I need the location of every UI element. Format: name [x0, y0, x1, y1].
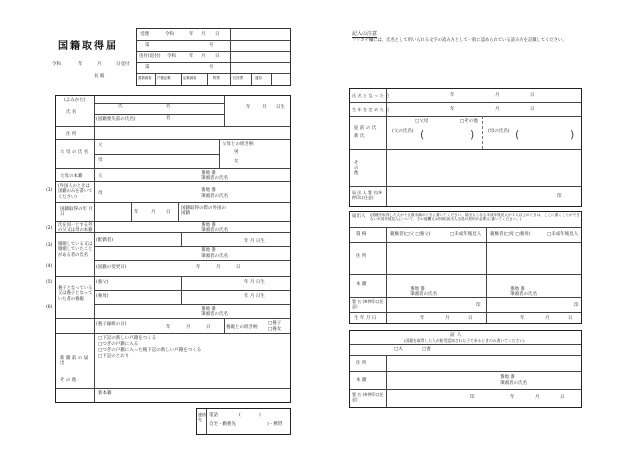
witness-table: [349, 330, 582, 408]
adoption-year: 年: [166, 325, 171, 330]
section-mark-1: (1): [46, 188, 53, 193]
field-2-day: 日: [530, 107, 535, 112]
new-koseki-label: 新 籍 前 の 届 出: [60, 356, 89, 366]
witness-address-label: 住 所: [356, 361, 367, 366]
koseki-head-5: 筆頭者の氏名: [201, 312, 228, 317]
field-label-2: 生 年 を 定 め た 日: [352, 107, 390, 112]
new-surname-label: 新 氏: [354, 134, 365, 139]
furigana-label: (よみかた): [64, 98, 86, 103]
acq-year: 年: [134, 210, 139, 215]
name-label: 氏 名: [66, 110, 77, 115]
date-month: 月: [97, 62, 102, 67]
qualification-a2[interactable]: □未成年後見人: [450, 232, 482, 237]
section-mark-4: (4): [46, 264, 53, 269]
father-label: 父: [98, 143, 103, 148]
bango-3: 番地 番: [201, 223, 216, 228]
witness-head: 筆頭者の氏名: [500, 381, 527, 386]
paren-close-1: ): [470, 128, 475, 141]
bango-4: 番地 番: [201, 248, 216, 253]
guardian-a-day: 日: [468, 316, 473, 321]
receipt-no-suffix: 号: [209, 43, 214, 48]
birth-day: 日生: [276, 105, 285, 110]
nat-month: 月: [216, 265, 221, 270]
adoptive-mother-birth: 年 月 日生: [244, 294, 265, 299]
witness-note: (国籍を取得した人が胎児認知された子であるときのみ書いてください): [404, 338, 525, 343]
adopted-son-check[interactable]: □養子: [268, 321, 282, 326]
contact-mobile: )・携帯: [267, 422, 283, 427]
koseki-option-4[interactable]: □下記のとおり: [98, 354, 130, 359]
birth-month: 月: [262, 105, 267, 110]
send-no-suffix: 号: [209, 65, 214, 70]
parents-koseki-mother: 母: [98, 191, 103, 196]
bango-2: 番地 番: [201, 188, 216, 193]
spouse-birth: 年 月 日生: [244, 239, 265, 244]
adoption-date-label: (養子縁組の日): [96, 322, 127, 327]
send-era: 令和: [167, 54, 176, 59]
witness-male-check[interactable]: □夫: [394, 347, 403, 352]
witness-title: 証 人: [450, 332, 462, 338]
address-label: 住 所: [66, 132, 77, 137]
paren-open-2: (: [515, 128, 520, 141]
receipt-box: [136, 28, 291, 86]
nat-day: 日: [236, 265, 241, 270]
other-label: そ の 他: [60, 378, 77, 383]
witness-month: 月: [535, 395, 540, 400]
adoptive-mother: (養母): [96, 294, 109, 299]
adoption-status: 養親との続き柄: [226, 325, 258, 330]
guardian-head-a: 筆頭者の氏名: [410, 292, 437, 297]
contact-box: [196, 408, 291, 435]
witness-female-check[interactable]: □妻: [422, 347, 431, 352]
field-1-year: 年: [450, 93, 455, 98]
receipt-label: 受理: [140, 32, 149, 37]
stamp-cell-3: 記載調査: [183, 76, 197, 80]
recipient: 長 殿: [94, 74, 105, 79]
guardian-b-month: 月: [545, 316, 550, 321]
date-era: 令和: [52, 62, 61, 67]
section-mark-3: (3): [46, 243, 53, 248]
bango-1: 番地 番: [201, 171, 216, 176]
foreign-given: 名: [166, 116, 171, 121]
send-month: 月: [201, 54, 206, 59]
guardian-koseki-label: 本 籍: [356, 282, 367, 287]
contact-slash: ): [259, 413, 261, 418]
witness-year: 年: [510, 395, 515, 400]
send-year: 年: [189, 54, 194, 59]
guardian-bango-a: 番地 番: [410, 287, 425, 292]
receipt-day: 日: [215, 32, 220, 37]
guardian-table: [349, 211, 582, 324]
receipt-month: 月: [201, 32, 206, 37]
acq-day: 日: [166, 210, 171, 215]
notice-text: フリガナ欄には、氏名として用いられる文字の読み方として一般に認められている読み方を記載してください。: [352, 38, 567, 43]
given-name-label: 名: [166, 104, 171, 109]
main-form-table: [55, 95, 291, 403]
bango-5: 番地 番: [201, 307, 216, 312]
father-name-label: (父の氏名): [392, 129, 414, 134]
koseki-head-4: 筆頭者の氏名: [201, 254, 228, 259]
guardian-title: 届出人: [352, 214, 366, 219]
acquisition-label: 国籍取得の年 月 日: [60, 207, 93, 217]
acq-prev-nationality: 国籍取得の際の外国の国籍: [181, 206, 226, 216]
adoption-month: 月: [186, 325, 191, 330]
guardian-address-label: 住 所: [356, 254, 367, 259]
adoptive-father-birth: 年 月 日生: [244, 280, 265, 285]
other-label-right: そ の 他: [354, 161, 359, 176]
relation-daughter: 女: [234, 159, 239, 164]
receipt-year: 年: [189, 32, 194, 37]
field-2-month: 月: [495, 107, 500, 112]
send-day: 日: [215, 54, 220, 59]
guardian-signature-label: 署 名 (※押印は任意): [352, 299, 384, 309]
qualification-b1[interactable]: 親権者(□母 □養母): [490, 232, 531, 237]
guardian-seal-a: 印: [476, 303, 481, 308]
signature-seal: 印: [557, 194, 562, 199]
guardian-a-month: 月: [445, 316, 450, 321]
field-2-year: 年: [450, 107, 455, 112]
married-label: 婚姻している又は婚姻していたことがある者の氏名: [58, 242, 93, 258]
stamp-cell-1: 書類調査: [138, 76, 152, 80]
send-label: 送付(返付): [139, 54, 161, 59]
spouse-label: (配偶者): [96, 238, 114, 243]
section-mark-2: (2): [46, 226, 53, 231]
adopted-daughter-check[interactable]: □養女: [268, 327, 282, 332]
section-mark-5: (5): [46, 280, 53, 285]
parents-koseki-father: 父: [98, 174, 103, 179]
contact-label: 連絡先: [198, 412, 206, 422]
birth-year: 年: [246, 105, 251, 110]
parent-check-other[interactable]: □その他: [460, 119, 478, 124]
name-change-table: [349, 88, 582, 207]
parent-check-father[interactable]: □父母: [415, 119, 429, 124]
guardian-a-year: 年: [420, 316, 425, 321]
paren-close-2: ): [570, 128, 575, 141]
foreign-name-label: (国籍喪失前の氏名): [96, 117, 136, 122]
adoptive-father: (養父): [96, 280, 109, 285]
receipt-no: 第: [145, 43, 150, 48]
receipt-era: 令和: [165, 32, 174, 37]
form-title: 国籍取得届: [58, 41, 118, 52]
new-koseki-field: 新本籍: [98, 391, 112, 396]
contact-phone: 電話: [209, 413, 218, 418]
guardian-b-day: 日: [568, 316, 573, 321]
field-1-month: 月: [495, 93, 500, 98]
parents-label: 父 母 の 氏 名: [60, 150, 89, 155]
adoptive-label: 養子となっている又は養子となっていた者の養親: [58, 286, 93, 302]
guardian-birth-label: 生 年 月 日: [354, 316, 377, 321]
date-day: 日受付: [116, 62, 130, 67]
stamp-cell-5: 住民票: [233, 76, 244, 80]
koseki-head-3: 筆頭者の氏名: [201, 228, 228, 233]
contact-paren-open: (: [239, 413, 241, 418]
witness-bango: 番地 番: [500, 375, 515, 380]
contact-home: 自宅・勤務先: [209, 422, 236, 427]
mother-name-label: (母の氏名): [488, 129, 510, 134]
relation-label: 父母との続き柄: [222, 142, 254, 147]
guardian-head-b: 筆頭者の氏名: [510, 292, 537, 297]
koseki-option-1[interactable]: □下記の新しい戸籍をつくる: [98, 336, 157, 341]
signature-label: 届 出 人 署 名(※押印は任意): [352, 190, 382, 200]
guardian-note: (国籍を取得した人が十五歳未満のときに書いてください。届出人となる未成年後見人が３人以上のときは、ここに書くことができない未成年後見人について、その他欄又は別紙(届出人全員の契印が必要)に書いてください。): [370, 213, 580, 222]
surname-label: 氏: [118, 104, 123, 109]
send-no: 第: [145, 65, 150, 70]
witness-seal: 印: [470, 395, 475, 400]
guardian-b-year: 年: [520, 316, 525, 321]
guardian-bango-b: 番地 番: [510, 287, 525, 292]
field-label-3: 従 前 の 氏: [354, 126, 377, 131]
adoption-day: 日: [206, 325, 211, 330]
nationality-change: (国籍の変更日): [96, 265, 127, 270]
witness-signature-label: 署 名 (※押印は任意): [352, 392, 384, 402]
notice-title: 記入の注意: [352, 31, 378, 37]
stamp-cell-4: 附票: [213, 76, 220, 80]
parents-koseki-label: 父母の本籍: [60, 174, 83, 179]
witness-koseki-label: 本 籍: [356, 378, 367, 383]
section-mark-6: (6): [46, 305, 53, 310]
koseki-option-3[interactable]: □つぎの戸籍に入った後下記の新しい戸籍をつくる: [98, 348, 202, 353]
witness-day: 日: [560, 395, 565, 400]
koseki-option-2[interactable]: □つぎの戸籍に入る: [98, 342, 139, 347]
paren-open-1: (: [420, 128, 425, 141]
guardian-seal-b: 印: [574, 303, 579, 308]
same-surname-label: 氏を同一とする外の父又は母の本籍: [58, 223, 93, 234]
qualification-a1[interactable]: 親権者(□父 □養父): [390, 232, 431, 237]
nat-year: 年: [196, 265, 201, 270]
acq-month: 月: [151, 210, 156, 215]
mother-label: 母: [98, 158, 103, 163]
stamp-cell-2: 戸籍記載: [157, 76, 171, 80]
qualification-b2[interactable]: □未成年後見人: [547, 232, 579, 237]
qualification-label: 資 格: [356, 232, 367, 237]
stamp-cell-6: 通知: [255, 76, 262, 80]
relation-son: 男: [234, 150, 239, 155]
date-year: 年: [78, 62, 83, 67]
field-label-1: 氏 名 と な っ た 日: [352, 93, 390, 98]
koseki-head-1: 筆頭者の氏名: [201, 176, 228, 181]
foreign-note: (外国人のときは国籍のみを書いてください): [58, 184, 93, 200]
koseki-head-2: 筆頭者の氏名: [201, 194, 228, 199]
field-1-day: 日: [530, 93, 535, 98]
